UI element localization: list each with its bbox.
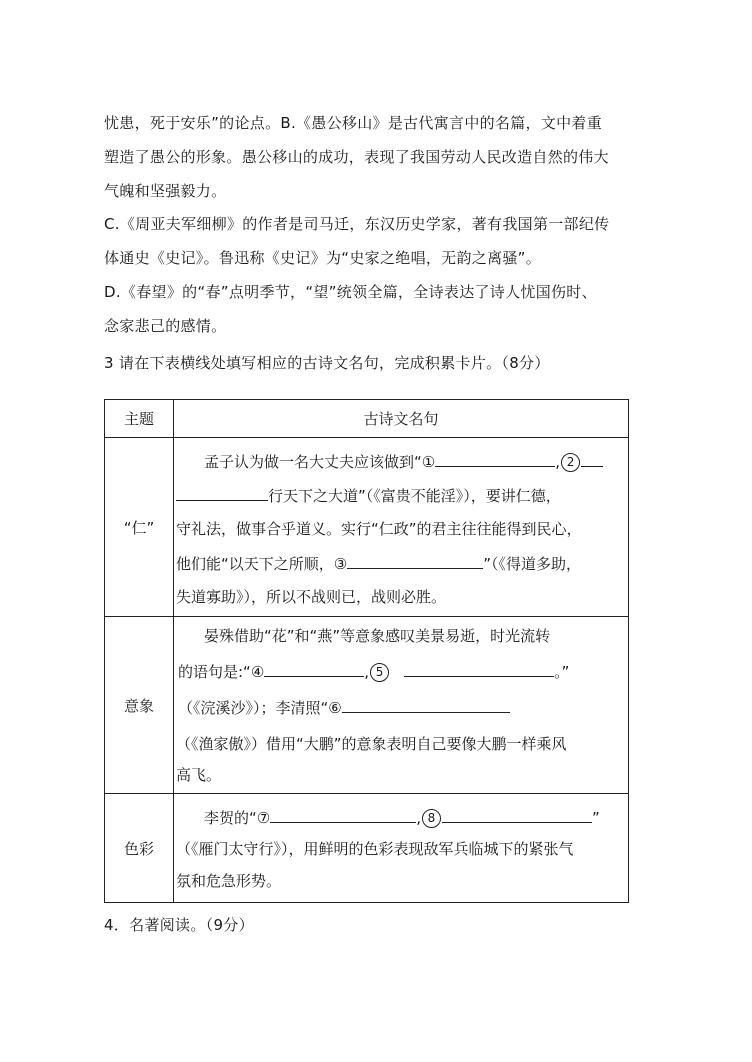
theme-imagery: 意象: [105, 617, 174, 794]
imagery-line-3: （《浣溪沙》）；李清照“⑥: [178, 699, 342, 717]
comma: ,: [555, 453, 561, 471]
paragraph-line-6: D.《春望》的“春”点明季节，“望”统领全篇，全诗表达了诗人忧国伤时、: [104, 283, 597, 301]
blank-7[interactable]: [270, 806, 416, 823]
blank-1[interactable]: [435, 450, 555, 467]
color-line-1: 李贺的“⑦: [204, 809, 271, 827]
paragraph-line-5: 体通史《史记》。鲁迅称《史记》为“史家之绝唱，无韵之离骚”。: [104, 249, 542, 267]
ren-line-4b: ”（《得道多助，: [483, 555, 582, 573]
ren-line-5: 失道寡助》），所以不战则已，战则必胜。: [176, 588, 447, 606]
imagery-line-2c: 。”: [554, 663, 570, 681]
content-ren: [174, 438, 629, 617]
ren-line-1: 孟子认为做一名大丈夫应该做到“①: [204, 453, 436, 471]
paragraph-line-7: 念家悲己的感情。: [104, 317, 227, 335]
blank-8[interactable]: [442, 806, 592, 823]
question-3-heading: 3 请在下表横线处填写相应的古诗文名句，完成积累卡片。（8分）: [104, 354, 550, 372]
color-line-2: （《雁门太守行》），用鲜明的色彩表现敌军兵临城下的紧张气: [176, 840, 574, 858]
circled-number-2: 2: [561, 453, 580, 472]
ren-line-2: 行天下之大道”（《富贵不能淫》），要讲仁德，: [268, 487, 561, 505]
blank-6[interactable]: [342, 696, 510, 713]
paragraph-line-2: 塑造了愚公的形象。愚公移山的成功，表现了我国劳动人民改造自然的伟大: [104, 148, 609, 166]
comma: ,: [416, 809, 421, 827]
blank-4[interactable]: [264, 660, 364, 677]
imagery-line-5: 高飞。: [176, 766, 222, 784]
header-content: 古诗文名句: [174, 400, 629, 438]
comma: ,: [364, 663, 370, 681]
question-4-heading: 4．名著阅读。（9分）: [104, 916, 254, 934]
imagery-line-2: 的语句是:“④: [178, 663, 265, 681]
content-color: [174, 794, 629, 903]
circled-number-5: 5: [370, 663, 389, 682]
paragraph-line-1: 忧患，死于安乐”的论点。B.《愚公移山》是古代寓言中的名篇，文中着重: [104, 114, 603, 132]
blank-3[interactable]: [347, 552, 483, 569]
imagery-line-4: （《渔家傲》）借用“大鹏”的意象表明自己要像大鹏一样乘风: [176, 735, 567, 753]
imagery-line-1: 晏殊借助“花”和“燕”等意象感叹美景易逝，时光流转: [204, 627, 551, 645]
header-theme: 主题: [105, 400, 174, 438]
ren-line-3: 守礼法，做事合乎道义。实行“仁政”的君主往往能得到民心，: [176, 520, 582, 538]
content-imagery: [174, 617, 629, 794]
color-line-1c: ”: [592, 809, 600, 827]
paragraph-line-3: 气魄和坚强毅力。: [104, 182, 227, 200]
blank-5[interactable]: [404, 660, 554, 677]
theme-ren: “仁”: [105, 438, 174, 617]
theme-color: 色彩: [105, 794, 174, 903]
paragraph-line-4: C.《周亚夫军细柳》的作者是司马迁，东汉历史学家，著有我国第一部纪传: [104, 215, 610, 233]
color-line-3: 氛和危急形势。: [176, 872, 282, 890]
circled-number-8: 8: [422, 809, 441, 828]
ren-line-4: 他们能“以天下之所顺，③: [176, 555, 348, 573]
accumulation-card-table: [104, 399, 629, 903]
blank-2a[interactable]: [581, 450, 603, 467]
blank-2b[interactable]: [176, 484, 268, 501]
